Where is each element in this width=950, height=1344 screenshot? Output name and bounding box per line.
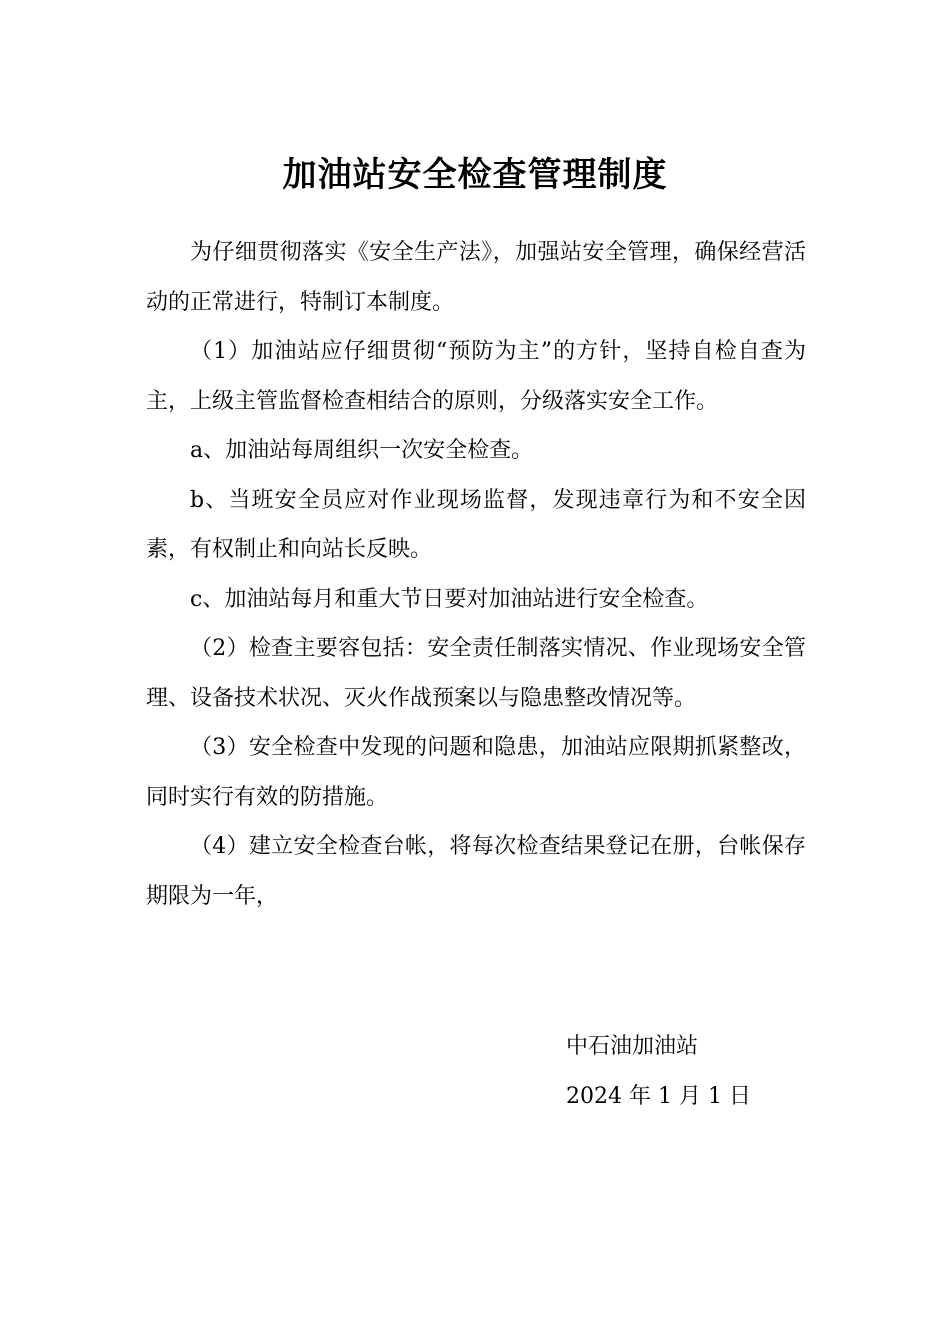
paragraph-clause-2: （2）检查主要容包括：安全责任制落实情况、作业现场安全管理、设备技术状况、灭火作战预案以与隐患整改情况等。 (146, 636, 806, 711)
signature-date: 2024 年 1 月 1 日 (566, 1084, 751, 1109)
signature-block (566, 1022, 751, 1122)
document-title: 加油站安全检查管理制度 (282, 155, 668, 195)
paragraph-clause-1: （1）加油站应仔细贯彻“预防为主”的方针，坚持自检自查为主，上级主管监督检查相结合的原则，分级落实安全工作。 (146, 339, 806, 414)
signature-organization: 中石油加油站 (566, 1034, 699, 1059)
paragraph-intro: 为仔细贯彻落实《安全生产法》，加强站安全管理，确保经营活动的正常进行，特制订本制度。 (146, 240, 806, 315)
paragraph-clause-1c: c、加油站每月和重大节日要对加油站进行安全检查。 (190, 586, 709, 612)
document-body (146, 228, 806, 921)
paragraph-clause-4: （4）建立安全检查台帐，将每次检查结果登记在册，台帐保存期限为一年， (146, 834, 806, 909)
paragraph-clause-1b: b、当班安全员应对作业现场监督，发现违章行为和不安全因素，有权制止和向站长反映。 (146, 487, 806, 562)
paragraph-clause-3: （3）安全检查中发现的问题和隐患，加油站应限期抓紧整改，同时实行有效的防措施。 (146, 735, 806, 810)
paragraph-clause-1a: a、加油站每周组织一次安全检查。 (190, 438, 534, 463)
